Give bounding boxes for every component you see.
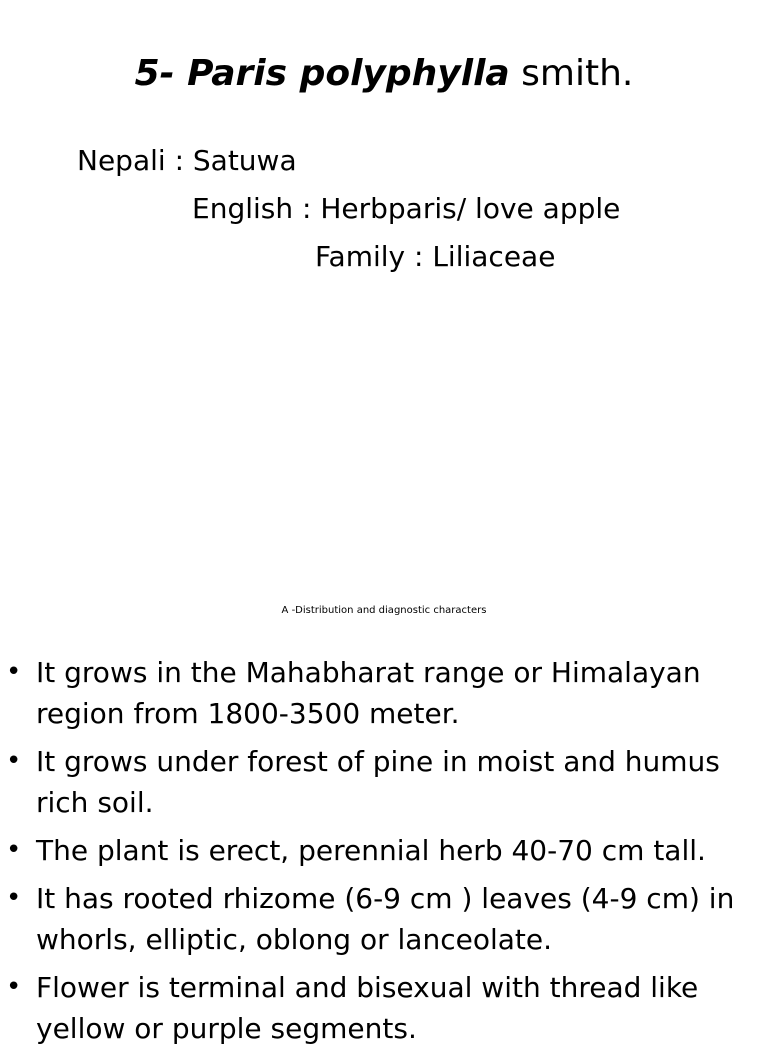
list-item [0, 830, 768, 871]
list-item [0, 878, 768, 960]
bullet-text: It has rooted rhizome (6-9 cm ) leaves (4-9 cm) in whorls, elliptic, oblong or lanceolate. [36, 882, 735, 956]
bullet-icon: • [6, 883, 22, 913]
section-heading: A -Distribution and diagnostic characters [281, 605, 487, 616]
slide-title [0, 50, 768, 98]
title-author: smith. [509, 53, 634, 94]
title-species-name: Paris polyphylla [187, 53, 510, 94]
english-name: English : Herbparis/ love apple [192, 192, 621, 225]
family-name: Family : Liliaceae [315, 240, 556, 273]
bullet-icon: • [6, 746, 22, 776]
bullet-text: Flower is terminal and bisexual with thread like yellow or purple segments. [36, 971, 699, 1045]
bullet-text: It grows in the Mahabharat range or Himalayan region from 1800-3500 meter. [36, 656, 701, 730]
list-item [0, 967, 768, 1049]
bullet-icon: • [6, 835, 22, 865]
bullet-text: It grows under forest of pine in moist and humus rich soil. [36, 745, 720, 819]
bullet-icon: • [6, 657, 22, 687]
list-item [0, 741, 768, 823]
bullet-icon: • [6, 972, 22, 1002]
bullet-list [0, 652, 768, 1056]
bullet-text: The plant is erect, perennial herb 40-70 cm tall. [36, 834, 706, 867]
title-number: 5- [134, 53, 188, 94]
nepali-name: Nepali : Satuwa [77, 144, 297, 177]
list-item [0, 652, 768, 734]
